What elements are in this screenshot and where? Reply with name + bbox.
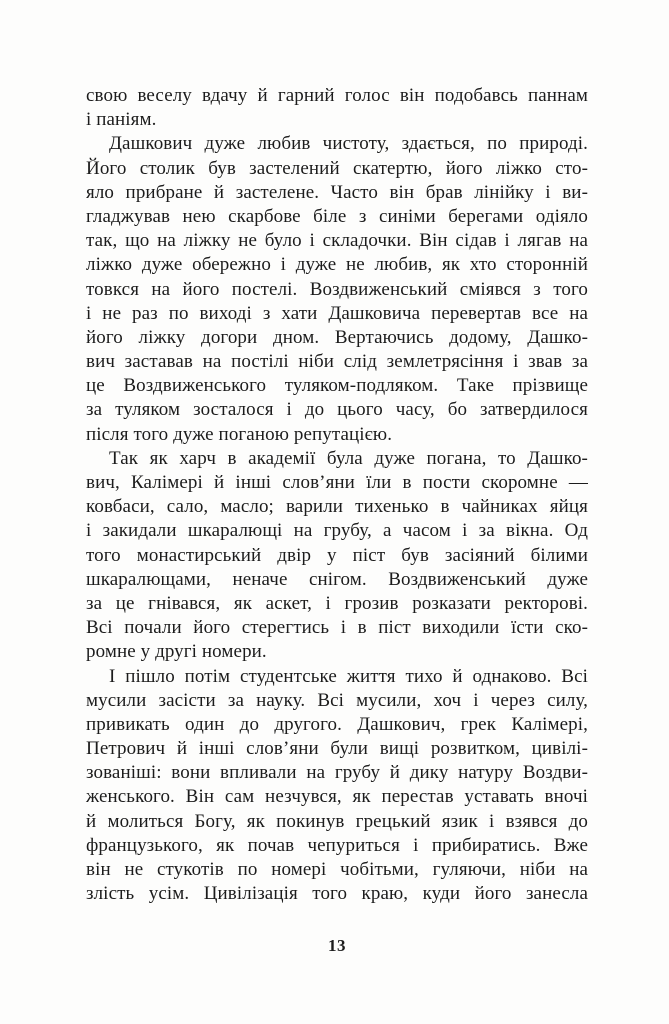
text-line: за туляком зосталося і до цього часу, бо затвердилося bbox=[86, 399, 588, 421]
text-line: і паніям. bbox=[86, 109, 157, 131]
paragraph bbox=[86, 665, 588, 907]
text-line: Його столик був застелений скатертю, його ліжко сто- bbox=[86, 157, 588, 179]
text-line: І пішло потім студентське життя тихо й однаково. Всі bbox=[109, 665, 588, 687]
text-line: Петрович й інші слов’яни були вищі розвитком, цивілі- bbox=[86, 738, 588, 760]
text-line: так, що на ліжку не було і складочки. Він сідав і лягав на bbox=[86, 230, 588, 252]
paragraph bbox=[86, 132, 588, 446]
text-line: ліжко дуже обережно і дуже не любив, як хто сторонній bbox=[86, 254, 588, 276]
text-line: привикать один до другого. Дашкович, грек Калімері, bbox=[86, 713, 588, 735]
text-line: його ліжку догори дном. Вертаючись додому, Дашко- bbox=[86, 326, 588, 348]
text-line: Так як харч в академії була дуже погана, то Дашко- bbox=[109, 447, 588, 469]
text-line: після того дуже поганою репутацією. bbox=[86, 423, 393, 445]
text-line: вич, Калімері й інші слов’яни їли в пости скоромне — bbox=[86, 472, 588, 493]
page-text bbox=[86, 84, 588, 906]
text-line: це Воздвиженського туляком-подляком. Таке прізвище bbox=[86, 375, 588, 397]
text-line: й молиться Богу, як покинув грецький язик і взявся до bbox=[86, 810, 588, 832]
text-line: гладжував нею скарбове біле з синіми берегами одіяло bbox=[86, 205, 588, 227]
text-line: зованіші: вони впливали на грубу й дику натуру Воздви- bbox=[86, 762, 588, 784]
text-line: яло прибране й застелене. Часто він брав лінійку і ви- bbox=[86, 181, 588, 203]
paragraph bbox=[86, 447, 588, 665]
text-line: він не стукотів по номері чобітьми, гуляючи, ніби на bbox=[86, 859, 588, 880]
paragraph bbox=[86, 84, 588, 132]
text-line: Всі почали його стерегтись і в піст виходили їсти ско- bbox=[86, 617, 588, 639]
text-line: за це гнівався, як аскет, і грозив розказати ректорові. bbox=[86, 592, 588, 614]
text-line: злість усім. Цивілізація того краю, куди його занесла bbox=[86, 883, 588, 905]
text-line: свою веселу вдачу й гарний голос він подобавсь паннам bbox=[86, 85, 588, 106]
text-line: і закидали шкаралющі на грубу, а часом і за вікна. Од bbox=[86, 520, 588, 542]
text-line: мусили засісти за науку. Всі мусили, хоч і через силу, bbox=[86, 689, 588, 711]
text-line: ковбаси, сало, масло; варили тихенько в чайниках яйця bbox=[86, 496, 588, 518]
text-line: Дашкович дуже любив чистоту, здається, по природі. bbox=[109, 133, 588, 155]
text-line: женського. Він сам незчувся, як перестав уставать вночі bbox=[86, 786, 588, 808]
text-line: вич заставав на постілі ніби слід землетрясіння і звав за bbox=[86, 351, 588, 373]
text-line: ромне у другі номери. bbox=[86, 641, 267, 663]
text-line: товкся на його постелі. Воздвиженський сміявся з того bbox=[86, 278, 588, 300]
text-line: і не раз по виході з хати Дашковича перевертав все на bbox=[86, 302, 588, 324]
text-line: того монастирський двір у піст був засіяний білими bbox=[86, 544, 588, 566]
text-line: шкаралющами, неначе снігом. Воздвиженський дуже bbox=[86, 568, 588, 590]
text-line: французького, як почав чепуриться і прибиратись. Вже bbox=[86, 834, 588, 856]
page-number: 13 bbox=[328, 936, 346, 955]
